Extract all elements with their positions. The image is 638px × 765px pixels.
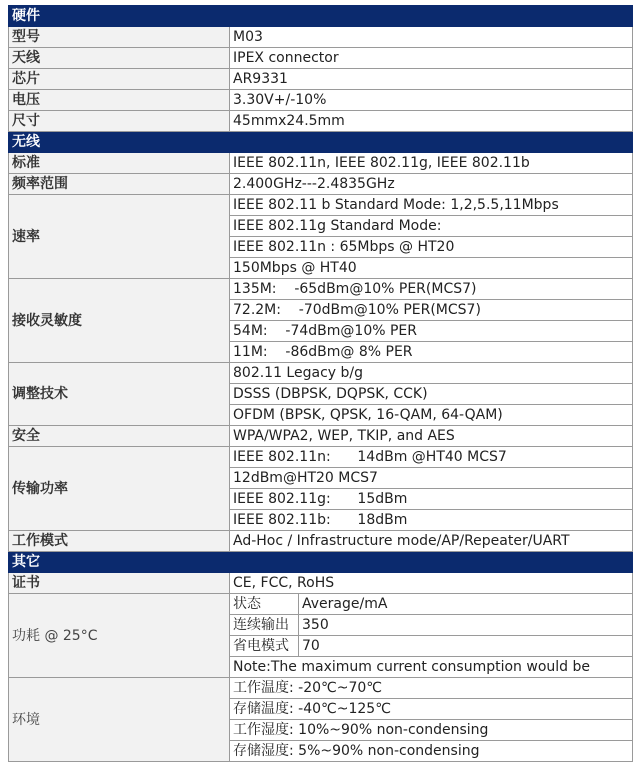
- row-label: 频率范围: [9, 174, 230, 195]
- row-label: 传输功率: [9, 447, 230, 531]
- row-power-consumption: [9, 594, 633, 615]
- row-value: WPA/WPA2, WEP, TKIP, and AES: [230, 426, 633, 447]
- row-modulation: [9, 363, 633, 384]
- row-value: IEEE 802.11n: 14dBm @HT40 MCS7: [230, 447, 633, 468]
- row-value: IEEE 802.11 b Standard Mode: 1,2,5.5,11Mbps: [230, 195, 633, 216]
- row-tx-power: [9, 447, 633, 468]
- row-label: 接收灵敏度: [9, 279, 230, 363]
- row-label: 环境: [9, 678, 230, 762]
- row-security: [9, 426, 633, 447]
- row-value: IEEE 802.11n, IEEE 802.11g, IEEE 802.11b: [230, 153, 633, 174]
- row-rate: [9, 195, 633, 216]
- section-other: [9, 552, 633, 573]
- section-wireless: [9, 132, 633, 153]
- row-label: 工作模式: [9, 531, 230, 552]
- row-chip: [9, 69, 633, 90]
- row-value: IEEE 802.11n : 65Mbps @ HT20: [230, 237, 633, 258]
- row-value: 135M: -65dBm@10% PER(MCS7): [230, 279, 633, 300]
- row-model: [9, 27, 633, 48]
- row-value: OFDM (BPSK, QPSK, 16-QAM, 64-QAM): [230, 405, 633, 426]
- row-label: 调整技术: [9, 363, 230, 426]
- row-value: DSSS (DBPSK, DQPSK, CCK): [230, 384, 633, 405]
- row-value: IEEE 802.11g Standard Mode:: [230, 216, 633, 237]
- row-value: 11M: -86dBm@ 8% PER: [230, 342, 633, 363]
- row-value: 54M: -74dBm@10% PER: [230, 321, 633, 342]
- row-certification: [9, 573, 633, 594]
- subtable-key: 连续输出: [230, 615, 299, 636]
- row-sensitivity: [9, 279, 633, 300]
- row-label: 功耗 @ 25°C: [9, 594, 230, 678]
- section-title: 其它: [9, 552, 633, 573]
- row-value: 2.400GHz---2.4835GHz: [230, 174, 633, 195]
- subtable-value: 70: [299, 636, 633, 657]
- row-value: 72.2M: -70dBm@10% PER(MCS7): [230, 300, 633, 321]
- row-value: 150Mbps @ HT40: [230, 258, 633, 279]
- subtable-header-value: Average/mA: [299, 594, 633, 615]
- row-label: 尺寸: [9, 111, 230, 132]
- row-label: 速率: [9, 195, 230, 279]
- section-title: 硬件: [9, 6, 633, 27]
- row-label: 电压: [9, 90, 230, 111]
- row-antenna: [9, 48, 633, 69]
- row-label: 标准: [9, 153, 230, 174]
- row-label: 天线: [9, 48, 230, 69]
- section-title: 无线: [9, 132, 633, 153]
- row-value: 存储温度: -40℃~125℃: [230, 699, 633, 720]
- row-value: M03: [230, 27, 633, 48]
- row-value: IPEX connector: [230, 48, 633, 69]
- row-value: CE, FCC, RoHS: [230, 573, 633, 594]
- row-standard: [9, 153, 633, 174]
- row-value: IEEE 802.11g: 15dBm: [230, 489, 633, 510]
- row-label: 证书: [9, 573, 230, 594]
- row-voltage: [9, 90, 633, 111]
- spec-table: [8, 5, 633, 762]
- row-mode: [9, 531, 633, 552]
- row-environment: [9, 678, 633, 699]
- row-value: 存储湿度: 5%~90% non-condensing: [230, 741, 633, 762]
- row-frequency: [9, 174, 633, 195]
- power-note: Note:The maximum current consumption would be: [230, 657, 633, 678]
- row-label: 型号: [9, 27, 230, 48]
- row-value: 45mmx24.5mm: [230, 111, 633, 132]
- subtable-header-key: 状态: [230, 594, 299, 615]
- row-value: 802.11 Legacy b/g: [230, 363, 633, 384]
- row-size: [9, 111, 633, 132]
- row-value: 工作温度: -20℃~70℃: [230, 678, 633, 699]
- row-value: 工作湿度: 10%~90% non-condensing: [230, 720, 633, 741]
- subtable-key: 省电模式: [230, 636, 299, 657]
- subtable-value: 350: [299, 615, 633, 636]
- row-value: Ad-Hoc / Infrastructure mode/AP/Repeater/UART: [230, 531, 633, 552]
- row-value: 12dBm@HT20 MCS7: [230, 468, 633, 489]
- row-value: IEEE 802.11b: 18dBm: [230, 510, 633, 531]
- row-value: 3.30V+/-10%: [230, 90, 633, 111]
- row-value: AR9331: [230, 69, 633, 90]
- row-label: 安全: [9, 426, 230, 447]
- section-hardware: [9, 6, 633, 27]
- row-label: 芯片: [9, 69, 230, 90]
